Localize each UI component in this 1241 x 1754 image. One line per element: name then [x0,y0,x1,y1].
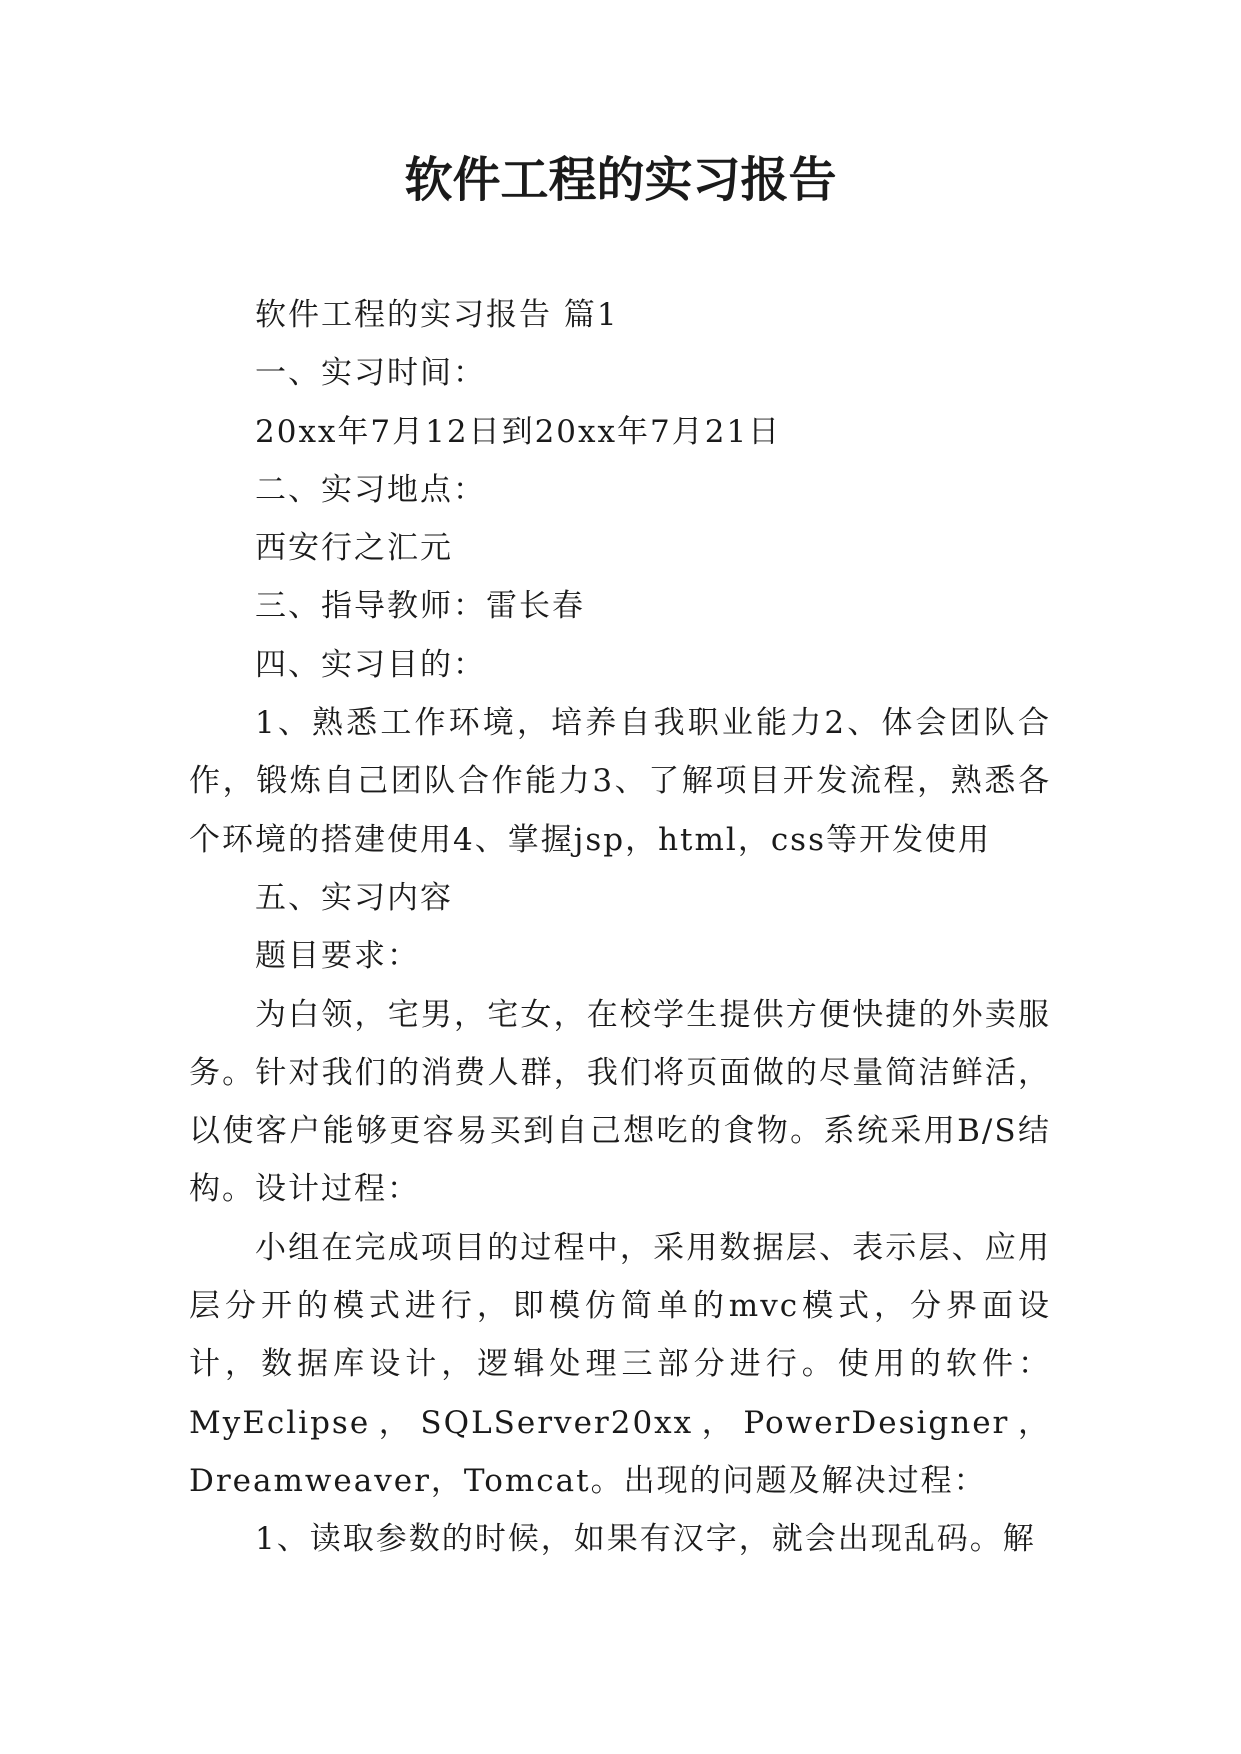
paragraph-internship-time-heading: 一、实习时间： [255,355,486,392]
paragraph-purpose-body: 1、熟悉工作环境，培养自我职业能力2、体会团队合作，锻炼自己团队合作能力3、了解项目开发流程，熟悉各个环境的搭建使用4、掌握jsp，html，css等开发使用 [189,705,1051,858]
paragraph-purpose-heading: 四、实习目的： [255,646,486,683]
document-body [189,286,1051,1569]
paragraph-content-heading: 五、实习内容 [255,879,453,916]
paragraph-requirements-heading: 题目要求： [255,938,420,975]
paragraph-internship-location-value: 西安行之汇元 [255,530,453,567]
paragraph-process-body: 小组在完成项目的过程中，采用数据层、表示层、应用层分开的模式进行，即模仿简单的mvc模式，分界面设计，数据库设计，逻辑处理三部分进行。使用的软件：MyEclipse，SQLServer20xx，PowerDesigner，Dreamweaver，Tomcat。出现的问题及解决过程： [189,1229,1051,1499]
paragraph-instructor: 三、指导教师：雷长春 [255,588,585,625]
document-title: 软件工程的实习报告 [404,152,837,208]
paragraph-section-heading: 软件工程的实习报告 篇1 [255,297,619,333]
paragraph-issue-1: 1、读取参数的时候，如果有汉字，就会出现乱码。解 [255,1521,1036,1558]
paragraph-internship-location-heading: 二、实习地点： [255,471,486,508]
paragraph-requirements-body: 为白领，宅男，宅女，在校学生提供方便快捷的外卖服务。针对我们的消费人群，我们将页面做的尽量简洁鲜活，以使客户能够更容易买到自己想吃的食物。系统采用B/S结构。设计过程： [189,996,1051,1208]
paragraph-internship-time-value: 20xx年7月12日到20xx年7月21日 [255,413,782,450]
